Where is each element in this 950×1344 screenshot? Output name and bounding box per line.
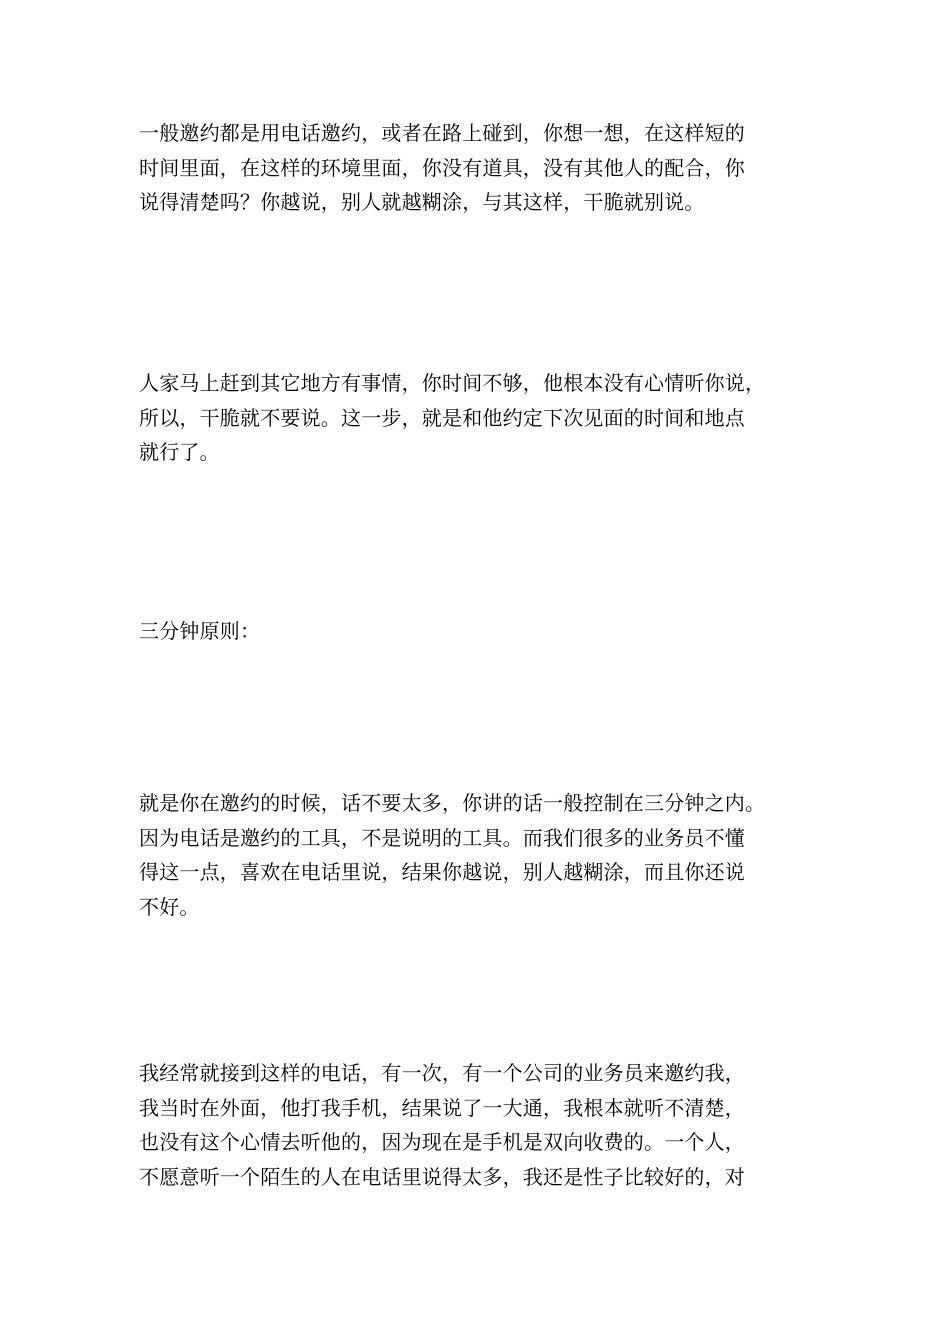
text-line: 人家马上赶到其它地方有事情，你时间不够，他根本没有心情听你说， bbox=[139, 371, 766, 395]
text-line: 不好。 bbox=[139, 894, 200, 919]
text-line: 一般邀约都是用电话邀约，或者在路上碰到，你想一想，在这样短的 bbox=[139, 121, 745, 145]
text-line: 就行了。 bbox=[139, 440, 220, 464]
section-heading-three-minute-rule bbox=[139, 614, 839, 649]
text-line: 我经常就接到这样的电话，有一次，有一个公司的业务员来邀约我， bbox=[139, 1061, 745, 1085]
text-line: 时间里面，在这样的环境里面，你没有道具，没有其他人的配合，你 bbox=[139, 155, 745, 180]
text-line: 得这一点，喜欢在电话里说，结果你越说，别人越糊涂，而且你还说 bbox=[139, 860, 745, 884]
paragraph-three-minute-rule bbox=[139, 786, 839, 924]
text-line: 因为电话是邀约的工具，不是说明的工具。而我们很多的业务员不懂 bbox=[139, 825, 745, 850]
text-line: 就是你在邀约的时候，话不要太多，你讲的话一般控制在三分钟之内。 bbox=[139, 791, 766, 815]
paragraph-phone-invitation bbox=[139, 116, 839, 220]
text-line: 不愿意听一个陌生的人在电话里说得太多，我还是性子比较好的，对 bbox=[139, 1164, 745, 1189]
text-line: 也没有这个心情去听他的，因为现在是手机是双向收费的。一个人， bbox=[139, 1130, 745, 1154]
text-line: 说得清楚吗？你越说，别人就越糊涂，与其这样，干脆就别说。 bbox=[139, 190, 705, 214]
paragraph-anecdote bbox=[139, 1056, 839, 1194]
text-line: 三分钟原则： bbox=[139, 619, 261, 643]
text-line: 所以，干脆就不要说。这一步，就是和他约定下次见面的时间和地点 bbox=[139, 405, 745, 430]
paragraph-no-time bbox=[139, 366, 839, 470]
text-line: 我当时在外面，他打我手机，结果说了一大通，我根本就听不清楚， bbox=[139, 1095, 745, 1120]
